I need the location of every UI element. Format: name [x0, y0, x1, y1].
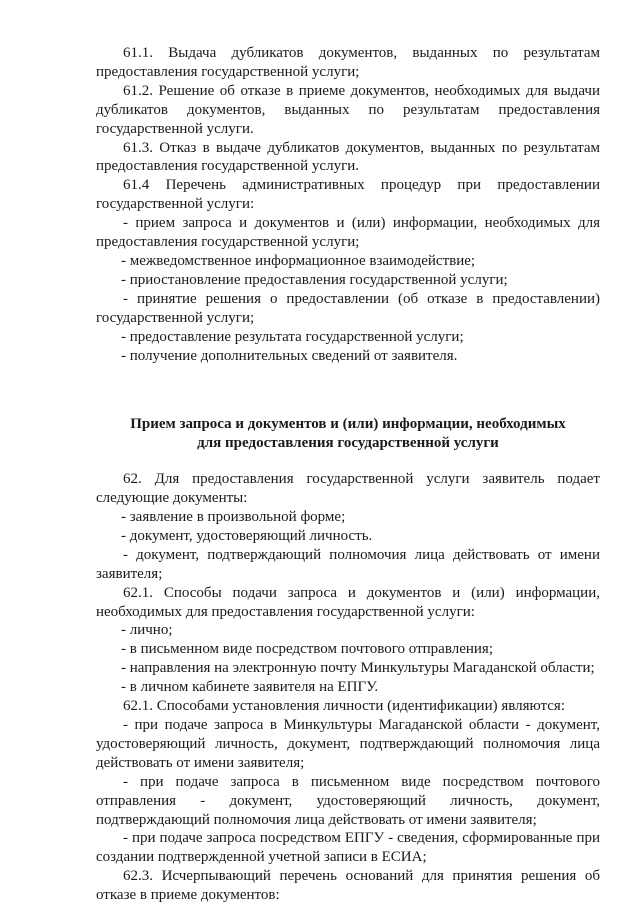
document-page — [96, 44, 600, 905]
paragraph: - документ, подтверждающий полномочия лица действовать от имени заявителя; — [96, 546, 600, 582]
paragraph: 62.1. Способами установления личности (идентификации) являются: — [123, 698, 565, 715]
paragraph: - направления на электронную почту Минкультуры Магаданской области; — [121, 660, 595, 677]
section-heading — [96, 415, 600, 453]
paragraph: - в письменном виде посредством почтового отправления; — [121, 641, 493, 658]
paragraph: - в личном кабинете заявителя на ЕПГУ. — [121, 679, 379, 696]
paragraph: - при подаче запроса в Минкультуры Магаданской области - документ, удостоверяющий личность, документ, подтверждающий полномочия лица действовать от имени заявителя; — [96, 717, 600, 771]
paragraph: - при подаче запроса в письменном виде посредством почтового отправления - документ, удостоверяющий личность, документ, подтверждающий полномочия лица действовать от имени заявителя; — [96, 773, 600, 828]
section-b — [96, 470, 600, 905]
paragraph: - межведомственное информационное взаимодействие; — [121, 252, 476, 269]
paragraph: 61.1. Выдача дубликатов документов, выданных по результатам предоставления государственной услуги; — [96, 45, 600, 80]
paragraph: 62.3. Исчерпывающий перечень оснований для принятия решения об отказе в приеме документов: — [96, 868, 600, 904]
paragraph: 61.3. Отказ в выдаче дубликатов документов, выданных по результатам предоставления государственной услуги. — [96, 139, 600, 175]
spacer — [96, 365, 600, 415]
paragraph: - прием запроса и документов и (или) информации, необходимых для предоставления государственной услуги; — [96, 215, 600, 251]
paragraph: - предоставление результата государственной услуги; — [121, 328, 464, 345]
paragraph: - приостановление предоставления государственной услуги; — [121, 271, 508, 288]
paragraph: 61.4 Перечень административных процедур при предоставлении государственной услуги: — [96, 177, 600, 213]
heading-line-1: Прием запроса и документов и (или) информации, необходимых — [130, 416, 566, 433]
paragraph: 62.1. Способы подачи запроса и документов и (или) информации, необходимых для предоставления государственной услуги: — [96, 584, 600, 620]
paragraph: 61.2. Решение об отказе в приеме документов, необходимых для выдачи дубликатов документов, выданных по результатам предоставления государственной услуги. — [96, 82, 600, 137]
paragraph: - документ, удостоверяющий личность. — [121, 527, 373, 544]
paragraph: - лично; — [121, 622, 173, 639]
paragraph: - получение дополнительных сведений от заявителя. — [121, 347, 458, 364]
spacer — [96, 453, 600, 470]
paragraph: - заявление в произвольной форме; — [121, 509, 346, 526]
paragraph: 62. Для предоставления государственной услуги заявитель подает следующие документы: — [96, 471, 600, 507]
paragraph: - при подаче запроса посредством ЕПГУ - сведения, сформированные при создании подтвержденной учетной записи в ЕСИА; — [96, 830, 600, 866]
paragraph: - принятие решения о предоставлении (об отказе в предоставлении) государственной услуги; — [96, 290, 600, 326]
heading-line-2: для предоставления государственной услуги — [197, 435, 499, 452]
section-a — [96, 44, 600, 365]
